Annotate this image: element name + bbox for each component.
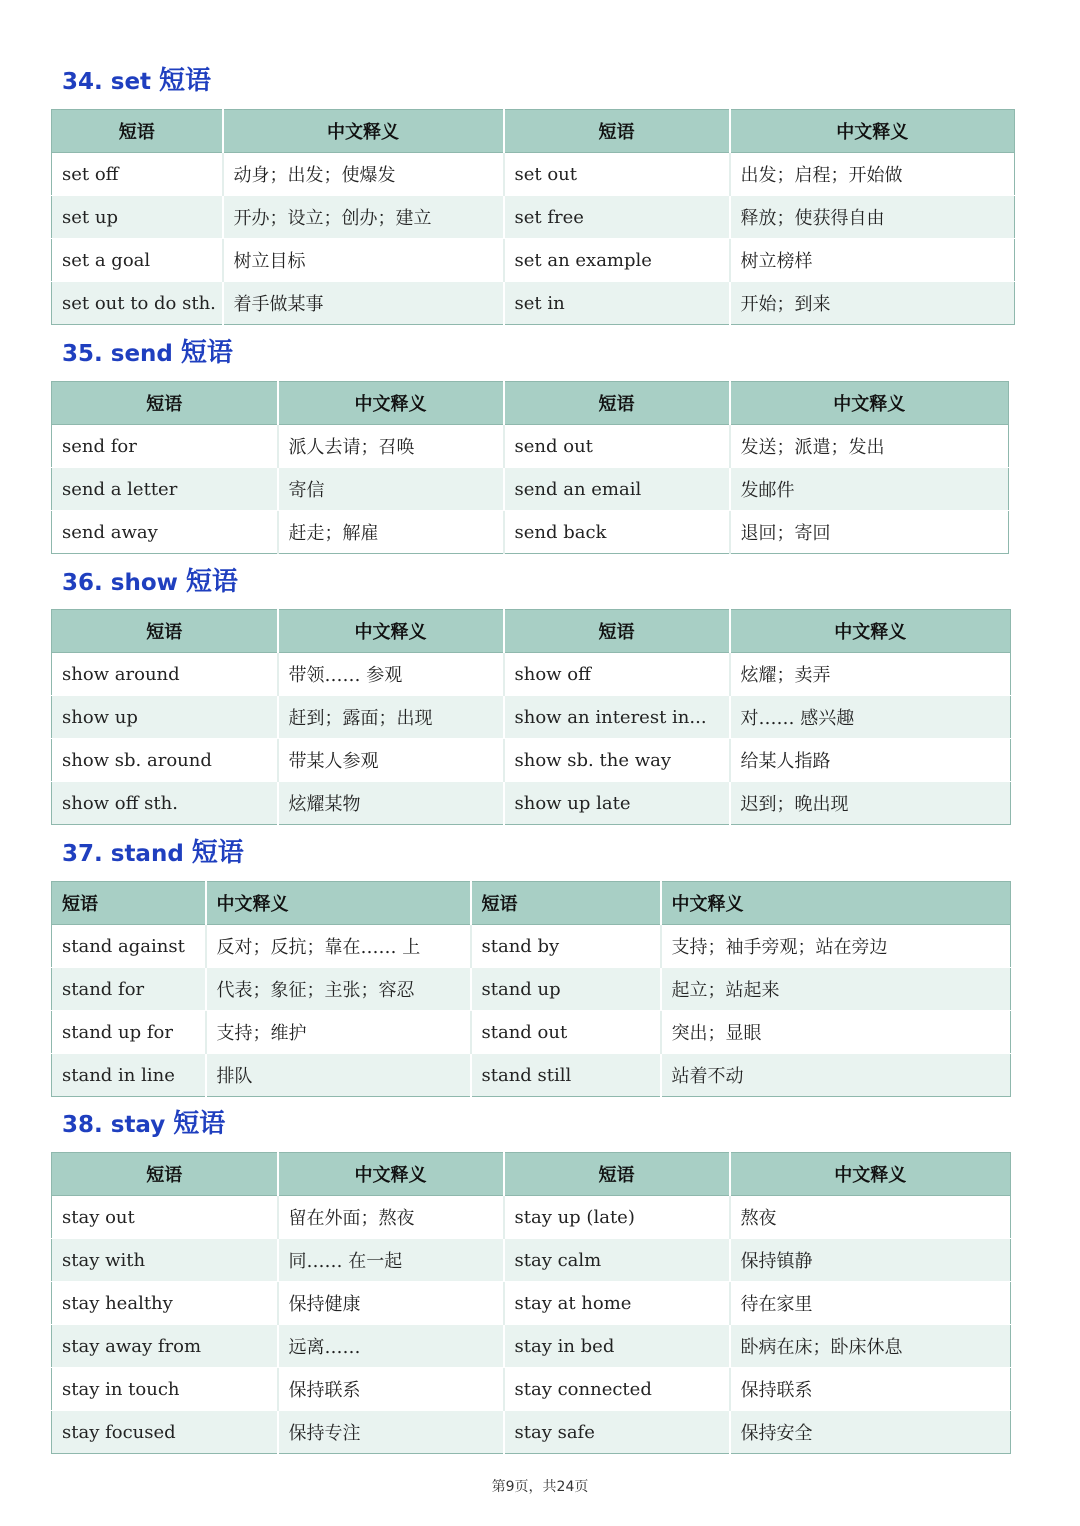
- meaning-cell: 保持联系: [278, 1368, 504, 1411]
- phrase-cell: stay connected: [504, 1368, 730, 1411]
- phrase-cell: set out: [504, 153, 730, 196]
- meaning-cell: 排队: [206, 1054, 471, 1097]
- column-header: 短语: [52, 110, 223, 153]
- phrase-cell: show an interest in...: [504, 696, 730, 739]
- meaning-cell: 留在外面；熬夜: [278, 1196, 504, 1239]
- meaning-cell: 炫耀；卖弄: [730, 653, 1011, 696]
- section-number: 38. stay: [62, 1112, 166, 1138]
- meaning-cell: 发邮件: [730, 468, 1009, 511]
- section-number: 36. show: [62, 570, 178, 596]
- section-title-set: [62, 66, 211, 97]
- phrase-cell: stand up for: [52, 1011, 206, 1054]
- meaning-cell: 带领…… 参观: [278, 653, 504, 696]
- table-row: [52, 239, 1015, 282]
- table-row: [52, 782, 1011, 825]
- meaning-cell: 起立；站起来: [661, 968, 1011, 1011]
- table-row: [52, 282, 1015, 325]
- phrase-table-send: [51, 381, 1009, 554]
- section-title-show: [62, 567, 238, 598]
- table-row: [52, 1325, 1011, 1368]
- table-row: [52, 1054, 1011, 1097]
- meaning-cell: 反对；反抗；靠在…… 上: [206, 925, 471, 968]
- phrase-cell: stand in line: [52, 1054, 206, 1097]
- meaning-cell: 开始；到来: [730, 282, 1015, 325]
- table-row: [52, 1282, 1011, 1325]
- table-row: [52, 425, 1009, 468]
- phrase-cell: send a letter: [52, 468, 278, 511]
- phrase-cell: stay at home: [504, 1282, 730, 1325]
- meaning-cell: 给某人指路: [730, 739, 1011, 782]
- meaning-cell: 待在家里: [730, 1282, 1011, 1325]
- meaning-cell: 保持健康: [278, 1282, 504, 1325]
- meaning-cell: 派人去请；召唤: [278, 425, 504, 468]
- column-header: 短语: [52, 382, 278, 425]
- column-header: 中文释义: [223, 110, 504, 153]
- meaning-cell: 炫耀某物: [278, 782, 504, 825]
- table-row: [52, 1368, 1011, 1411]
- phrase-cell: stay healthy: [52, 1282, 278, 1325]
- phrase-cell: stay out: [52, 1196, 278, 1239]
- meaning-cell: 保持专注: [278, 1411, 504, 1454]
- meaning-cell: 树立目标: [223, 239, 504, 282]
- table-row: [52, 468, 1009, 511]
- column-header: 短语: [504, 1153, 730, 1196]
- phrase-cell: set an example: [504, 239, 730, 282]
- meaning-cell: 熬夜: [730, 1196, 1011, 1239]
- table-header-row: [52, 882, 1011, 925]
- table-header-row: [52, 1153, 1011, 1196]
- table-row: [52, 196, 1015, 239]
- phrase-cell: set in: [504, 282, 730, 325]
- table-row: [52, 925, 1011, 968]
- meaning-cell: 远离……: [278, 1325, 504, 1368]
- column-header: 短语: [52, 1153, 278, 1196]
- section-keyword: 短语: [191, 838, 244, 868]
- phrase-cell: stand for: [52, 968, 206, 1011]
- phrase-cell: show up late: [504, 782, 730, 825]
- meaning-cell: 赶到；露面；出现: [278, 696, 504, 739]
- meaning-cell: 树立榜样: [730, 239, 1015, 282]
- phrase-cell: stay up (late): [504, 1196, 730, 1239]
- meaning-cell: 支持；维护: [206, 1011, 471, 1054]
- phrase-cell: stand still: [471, 1054, 661, 1097]
- meaning-cell: 着手做某事: [223, 282, 504, 325]
- section-title-stay: [62, 1109, 225, 1140]
- section-number: 37. stand: [62, 841, 184, 867]
- phrase-cell: set free: [504, 196, 730, 239]
- section-title-stand: [62, 838, 244, 869]
- section-keyword: 短语: [173, 1109, 226, 1139]
- column-header: 中文释义: [278, 1153, 504, 1196]
- meaning-cell: 释放；使获得自由: [730, 196, 1015, 239]
- phrase-cell: stay focused: [52, 1411, 278, 1454]
- meaning-cell: 寄信: [278, 468, 504, 511]
- column-header: 中文释义: [730, 382, 1009, 425]
- table-row: [52, 739, 1011, 782]
- phrase-cell: stay in touch: [52, 1368, 278, 1411]
- meaning-cell: 代表；象征；主张；容忍: [206, 968, 471, 1011]
- column-header: 中文释义: [730, 110, 1015, 153]
- phrase-cell: send an email: [504, 468, 730, 511]
- meaning-cell: 赶走；解雇: [278, 511, 504, 554]
- meaning-cell: 带某人参观: [278, 739, 504, 782]
- phrase-cell: set up: [52, 196, 223, 239]
- phrase-cell: show sb. the way: [504, 739, 730, 782]
- phrase-cell: set off: [52, 153, 223, 196]
- phrase-cell: set a goal: [52, 239, 223, 282]
- section-keyword: 短语: [159, 66, 212, 96]
- column-header: 短语: [504, 110, 730, 153]
- section-number: 34. set: [62, 69, 152, 95]
- meaning-cell: 迟到；晚出现: [730, 782, 1011, 825]
- phrase-cell: send away: [52, 511, 278, 554]
- phrase-cell: set out to do sth.: [52, 282, 223, 325]
- meaning-cell: 出发；启程；开始做: [730, 153, 1015, 196]
- phrase-cell: stand against: [52, 925, 206, 968]
- column-header: 短语: [504, 610, 730, 653]
- meaning-cell: 动身；出发；使爆发: [223, 153, 504, 196]
- phrase-cell: show around: [52, 653, 278, 696]
- table-header-row: [52, 382, 1009, 425]
- section-title-send: [62, 338, 233, 369]
- section-keyword: 短语: [180, 338, 233, 368]
- table-row: [52, 1239, 1011, 1282]
- column-header: 短语: [52, 882, 206, 925]
- phrase-table-stay: [51, 1152, 1011, 1454]
- column-header: 短语: [52, 610, 278, 653]
- phrase-cell: send out: [504, 425, 730, 468]
- meaning-cell: 突出；显眼: [661, 1011, 1011, 1054]
- table-row: [52, 653, 1011, 696]
- section-keyword: 短语: [185, 567, 238, 597]
- column-header: 中文释义: [730, 610, 1011, 653]
- phrase-table-show: [51, 609, 1011, 825]
- table-header-row: [52, 610, 1011, 653]
- meaning-cell: 发送；派遣；发出: [730, 425, 1009, 468]
- phrase-cell: stand by: [471, 925, 661, 968]
- column-header: 短语: [471, 882, 661, 925]
- phrase-cell: stand up: [471, 968, 661, 1011]
- phrase-cell: send for: [52, 425, 278, 468]
- phrase-cell: stand out: [471, 1011, 661, 1054]
- table-row: [52, 968, 1011, 1011]
- phrase-cell: show sb. around: [52, 739, 278, 782]
- meaning-cell: 开办；设立；创办；建立: [223, 196, 504, 239]
- meaning-cell: 对…… 感兴趣: [730, 696, 1011, 739]
- table-row: [52, 1011, 1011, 1054]
- meaning-cell: 支持；袖手旁观；站在旁边: [661, 925, 1011, 968]
- phrase-cell: stay with: [52, 1239, 278, 1282]
- table-row: [52, 696, 1011, 739]
- column-header: 中文释义: [278, 610, 504, 653]
- meaning-cell: 保持镇静: [730, 1239, 1011, 1282]
- phrase-cell: send back: [504, 511, 730, 554]
- phrase-cell: stay calm: [504, 1239, 730, 1282]
- phrase-cell: stay away from: [52, 1325, 278, 1368]
- table-row: [52, 1411, 1011, 1454]
- phrase-cell: show off: [504, 653, 730, 696]
- phrase-cell: show off sth.: [52, 782, 278, 825]
- table-row: [52, 153, 1015, 196]
- column-header: 短语: [504, 382, 730, 425]
- meaning-cell: 站着不动: [661, 1054, 1011, 1097]
- phrase-table-stand: [51, 881, 1011, 1097]
- column-header: 中文释义: [661, 882, 1011, 925]
- table-row: [52, 1196, 1011, 1239]
- phrase-cell: show up: [52, 696, 278, 739]
- column-header: 中文释义: [730, 1153, 1011, 1196]
- meaning-cell: 保持联系: [730, 1368, 1011, 1411]
- column-header: 中文释义: [206, 882, 471, 925]
- phrase-cell: stay safe: [504, 1411, 730, 1454]
- meaning-cell: 同…… 在一起: [278, 1239, 504, 1282]
- phrase-table-set: [51, 109, 1015, 325]
- meaning-cell: 退回；寄回: [730, 511, 1009, 554]
- page-footer: 第9页，共24页: [491, 1479, 589, 1495]
- meaning-cell: 保持安全: [730, 1411, 1011, 1454]
- table-header-row: [52, 110, 1015, 153]
- meaning-cell: 卧病在床；卧床休息: [730, 1325, 1011, 1368]
- column-header: 中文释义: [278, 382, 504, 425]
- table-row: [52, 511, 1009, 554]
- phrase-cell: stay in bed: [504, 1325, 730, 1368]
- section-number: 35. send: [62, 341, 173, 367]
